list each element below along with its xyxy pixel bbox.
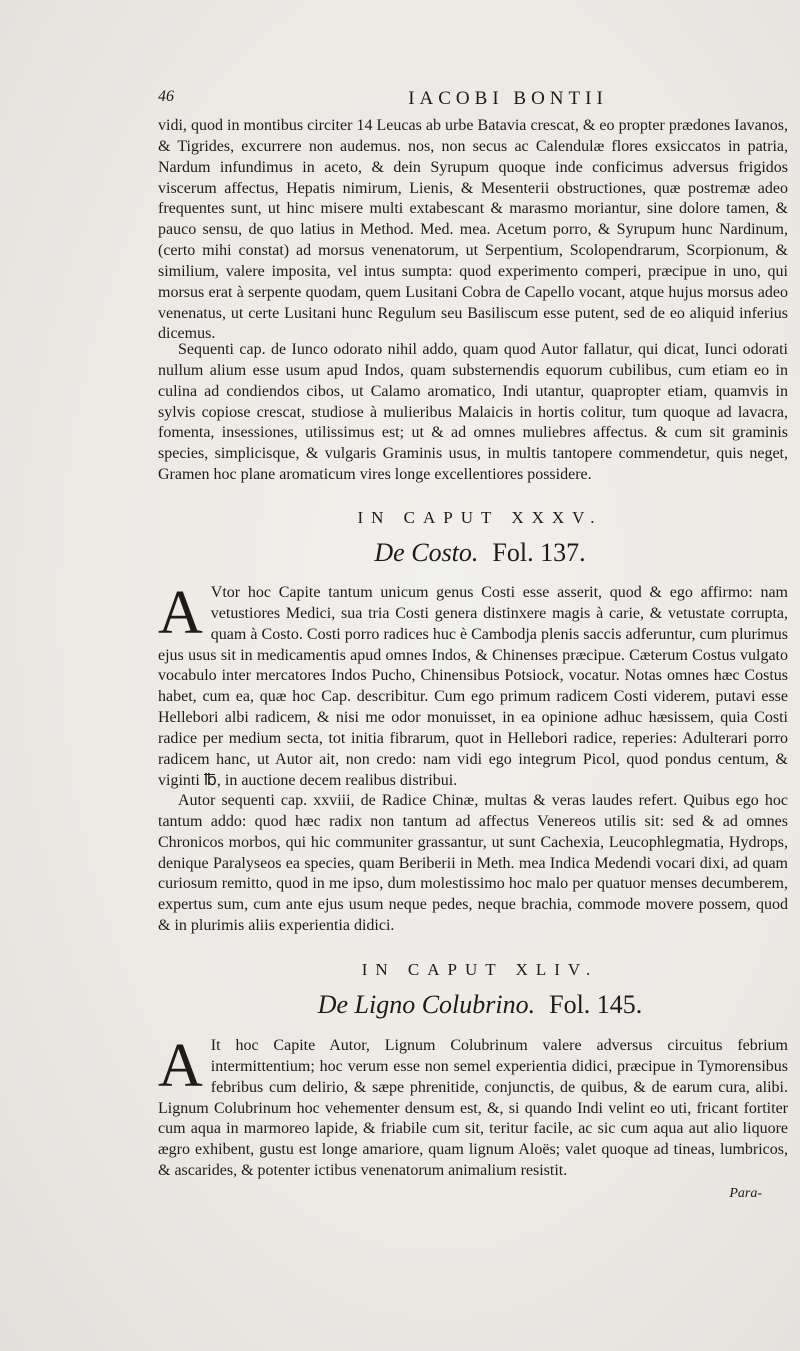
paragraph-radix-chinae: Autor sequenti cap. xxviii, de Radice Chinæ, multas & veras laudes refert. Quibus ego hoc tantum addo: quod hæc radix non tantum ad affectus Venereos utilis sit: sed & ad omnes Chronicos morbos, qui hic communiter grassantur, ut sunt Cachexia, Leucophlegmatia, Hydrops, denique Paralyseos ea species, quam Beriberii in Meth. mea Indica Medendi vocari dixi, ad quam curiosum remitto, quod in me ipso, dum molestissimo hoc malo per quatuor menses decumberem, expertus sum, cum ante ejus usum neque pedes, neque brachia, commode movere possem, quod & in plurimis aliis experientia didici. bbox=[158, 792, 788, 935]
section-title-text: De Ligno Colubrino. bbox=[317, 990, 536, 1019]
section-title-text: De Costo. bbox=[374, 538, 479, 567]
running-head: IACOBI BONTII bbox=[408, 88, 608, 109]
section-title-de-ligno-colubrino bbox=[170, 990, 790, 1020]
section-heading-caput-xxxv: IN CAPUT XXXV. bbox=[357, 508, 603, 527]
paragraph-lignum-colubrinum bbox=[158, 1032, 788, 1182]
drop-cap-letter: A bbox=[158, 579, 203, 647]
page-number: 46 bbox=[158, 88, 174, 105]
catchword: Para- bbox=[729, 1186, 762, 1201]
folio-reference: Fol. 145. bbox=[549, 990, 643, 1019]
page-header bbox=[158, 88, 778, 112]
section-title-de-costo bbox=[170, 538, 790, 568]
paragraph-text: It hoc Capite Autor, Lignum Colubrinum valere adversus circuitus febrium intermittentium; hoc verum esse non semel experientia didici, præcipue in Tymorensibus febribus cum delirio, & sæpe phrenitide, conjunctis, de quibus, & de earum cura, alibi. Lignum Colubrinum hoc vehementer densum est, &, si quando Indi velint eo uti, fricant fortiter cum aqua in marmoreo lapide, & friabile cum sit, teritur facile, ac sic cum aqua aut alio liquore ægro exhibent, gustu est longe amariore, quam lignum Aloës; valet quoque ad tineas, lumbricos, & ascarides, & potenter ictibus venenatorum animalium resistit. bbox=[158, 1037, 788, 1180]
paragraph-costus bbox=[158, 579, 788, 791]
folio-reference: Fol. 137. bbox=[492, 538, 586, 567]
section-heading-caput-xliv: IN CAPUT XLIV. bbox=[361, 960, 599, 979]
paragraph-text: Vtor hoc Capite tantum unicum genus Costi esse asserit, quod & ego affirmo: nam vetustiores Medici, sua tria Costi genera distinxere magis à carie, & vetustate corrupta, quam à Costo. Costi porro radices huc è Cambodja plenis saccis adferuntur, cum plurimus ejus usus sit in medicamentis apud omnes Indos, & Chinenses præcipue. Cæterum Costus vulgato vocabulo inter mercatores Indos Pucho, Chinensibus Potsiock, vocatur. Notas omnes hæc Costus habet, cum ea, quæ hoc Cap. describitur. Cum ego primum radicem Costi viderem, putavi esse Hellebori albi radicem, & nisi me odor monuisset, in ea opinione adhuc hæsissem, quia Costi radice per medium secta, tot initia fibrarum, quot in Hellebori radice, reperies: Adulterari porro radicem hanc, ut Autor ait, non credo: nam vidi ego integrum Picol, quod pondus centum, & viginti ℔, in auctione decem realibus distribui. bbox=[158, 584, 788, 789]
paragraph-iuncus-odoratus: Sequenti cap. de Iunco odorato nihil addo, quam quod Autor fallatur, qui dicat, Iunci odorati nullum alium esse usum apud Indos, quam substernendis equorum cubilibus, cum etiam eo in culina ad condiendos cibos, ut Calamo aromatico, Indi utantur, quapropter etiam, quamvis in sylvis copiose crescat, studiose à mulieribus Malaicis in hortis colitur, tum quoque ad lavacra, fomenta, insessiones, utilissimus est; ut & ad omnes muliebres affectus. & cum sit graminis species, simplicisque, & vulgaris Graminis usus, in multis tantopere commendetur, quis neget, Gramen hoc plane aromaticum vires longe excellentiores possidere. bbox=[158, 341, 788, 484]
paragraph-nardus: vidi, quod in montibus circiter 14 Leucas ab urbe Batavia crescat, & eo propter prædones Iavanos, & Tigrides, excurrere non audemus. nos, non secus ac Calendulæ flores exsiccatos in patria, Nardum infundimus in aceto, & dein Syrupum quoque inde conficimus adversus frigidos viscerum affectus, Hepatis nimirum, Lienis, & Mesenterii obstructiones, quæ postremæ adeo frequentes sunt, ut hinc misere multi extabescant & marasmo moriantur, sine dolore tamen, & pauco sensu, de quo latius in Method. Med. mea. Acetum porro, & Syrupum hunc Nardinum, (certo mihi constat) ad morsus venenatorum, ut Serpentium, Scolopendrarum, Scorpionum, & similium, valere imposita, vel intus sumpta: quod experimento comperi, præcipue in uno, qui morsus erat à serpente quodam, quem Lusitani Cobra de Capello vocant, atque hujus morsus adeo venenatus, ut certe Lusitani hunc Regulum seu Basiliscum esse putent, sed de eo aliquid inferius dicemus. bbox=[158, 117, 788, 343]
drop-cap-letter: A bbox=[158, 1032, 203, 1100]
